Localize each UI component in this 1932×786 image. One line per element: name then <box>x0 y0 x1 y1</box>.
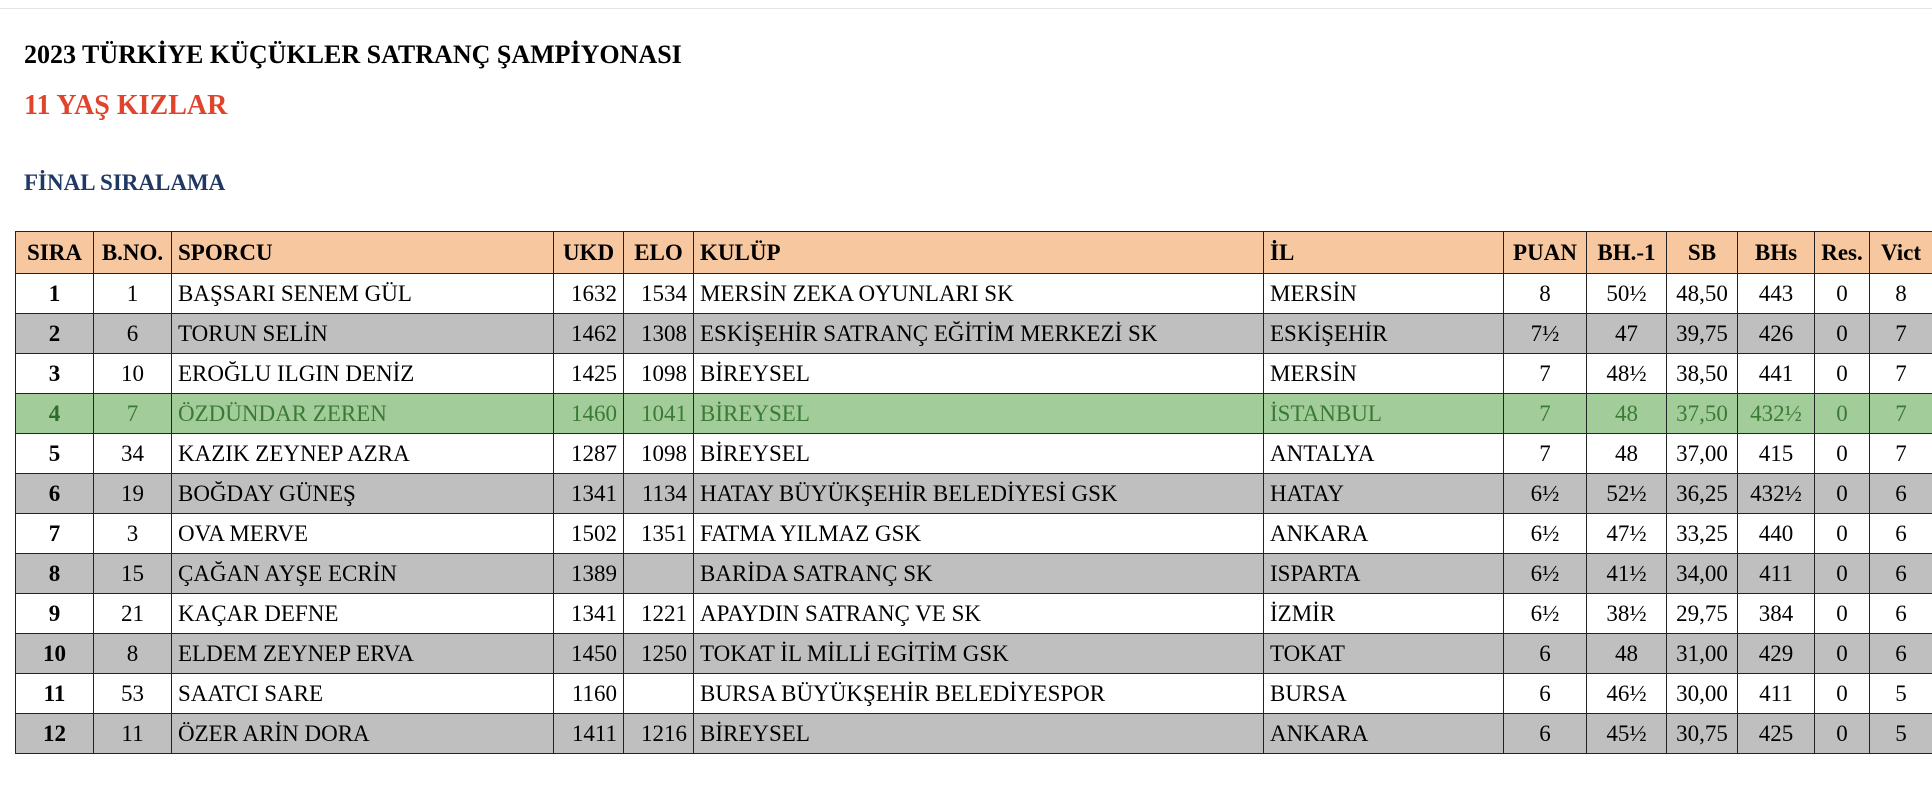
cell-rank: 10 <box>16 634 94 674</box>
cell-vict: 6 <box>1870 514 1932 554</box>
cell-bno: 7 <box>94 394 172 434</box>
cell-bh1: 48 <box>1587 634 1667 674</box>
cell-bh1: 52½ <box>1587 474 1667 514</box>
cell-points: 6½ <box>1504 594 1587 634</box>
cell-points: 6 <box>1504 674 1587 714</box>
cell-sb: 31,00 <box>1667 634 1738 674</box>
cell-rank: 5 <box>16 434 94 474</box>
cell-bno: 34 <box>94 434 172 474</box>
cell-bno: 3 <box>94 514 172 554</box>
cell-club: TOKAT İL MİLLİ EGİTİM GSK <box>694 634 1264 674</box>
cell-club: BİREYSEL <box>694 394 1264 434</box>
cell-elo: 1534 <box>624 274 694 314</box>
cell-ukd: 1632 <box>554 274 624 314</box>
header-kulup: KULÜP <box>694 232 1264 274</box>
cell-elo: 1351 <box>624 514 694 554</box>
cell-elo: 1098 <box>624 434 694 474</box>
cell-elo: 1216 <box>624 714 694 754</box>
cell-points: 7 <box>1504 434 1587 474</box>
cell-bhs: 440 <box>1738 514 1815 554</box>
cell-bno: 53 <box>94 674 172 714</box>
cell-city: İSTANBUL <box>1264 394 1504 434</box>
cell-points: 7 <box>1504 394 1587 434</box>
cell-bh1: 48 <box>1587 394 1667 434</box>
table-row <box>16 634 1932 674</box>
cell-ukd: 1425 <box>554 354 624 394</box>
cell-vict: 6 <box>1870 474 1932 514</box>
cell-bhs: 411 <box>1738 674 1815 714</box>
cell-sb: 38,50 <box>1667 354 1738 394</box>
cell-ukd: 1341 <box>554 594 624 634</box>
cell-sb: 30,75 <box>1667 714 1738 754</box>
cell-rank: 9 <box>16 594 94 634</box>
cell-ukd: 1460 <box>554 394 624 434</box>
cell-club: BARİDA SATRANÇ SK <box>694 554 1264 594</box>
cell-name: OVA MERVE <box>172 514 554 554</box>
cell-bh1: 48½ <box>1587 354 1667 394</box>
cell-bno: 6 <box>94 314 172 354</box>
cell-club: BİREYSEL <box>694 714 1264 754</box>
cell-bhs: 432½ <box>1738 394 1815 434</box>
cell-points: 7 <box>1504 354 1587 394</box>
cell-elo: 1221 <box>624 594 694 634</box>
cell-elo: 1308 <box>624 314 694 354</box>
cell-name: TORUN SELİN <box>172 314 554 354</box>
cell-ukd: 1160 <box>554 674 624 714</box>
cell-city: ESKİŞEHİR <box>1264 314 1504 354</box>
cell-elo: 1134 <box>624 474 694 514</box>
cell-bh1: 41½ <box>1587 554 1667 594</box>
cell-bh1: 47 <box>1587 314 1667 354</box>
cell-points: 7½ <box>1504 314 1587 354</box>
cell-sb: 30,00 <box>1667 674 1738 714</box>
cell-vict: 6 <box>1870 554 1932 594</box>
cell-club: ESKİŞEHİR SATRANÇ EĞİTİM MERKEZİ SK <box>694 314 1264 354</box>
cell-bh1: 45½ <box>1587 714 1667 754</box>
cell-club: BİREYSEL <box>694 434 1264 474</box>
cell-name: ELDEM ZEYNEP ERVA <box>172 634 554 674</box>
cell-ukd: 1287 <box>554 434 624 474</box>
standings-table <box>15 231 1932 754</box>
cell-city: HATAY <box>1264 474 1504 514</box>
header-sb: SB <box>1667 232 1738 274</box>
cell-sb: 33,25 <box>1667 514 1738 554</box>
cell-rank: 2 <box>16 314 94 354</box>
cell-elo: 1250 <box>624 634 694 674</box>
cell-bh1: 48 <box>1587 434 1667 474</box>
cell-sb: 37,50 <box>1667 394 1738 434</box>
cell-res: 0 <box>1815 674 1870 714</box>
table-row <box>16 514 1932 554</box>
table-row <box>16 274 1932 314</box>
cell-rank: 4 <box>16 394 94 434</box>
cell-bhs: 411 <box>1738 554 1815 594</box>
table-row <box>16 594 1932 634</box>
cell-rank: 3 <box>16 354 94 394</box>
cell-res: 0 <box>1815 474 1870 514</box>
cell-city: ANKARA <box>1264 714 1504 754</box>
table-row <box>16 354 1932 394</box>
cell-elo <box>624 674 694 714</box>
cell-bno: 15 <box>94 554 172 594</box>
header-res: Res. <box>1815 232 1870 274</box>
cell-name: BOĞDAY GÜNEŞ <box>172 474 554 514</box>
cell-city: MERSİN <box>1264 354 1504 394</box>
cell-points: 6 <box>1504 634 1587 674</box>
cell-bno: 8 <box>94 634 172 674</box>
cell-bhs: 429 <box>1738 634 1815 674</box>
cell-vict: 6 <box>1870 594 1932 634</box>
cell-club: HATAY BÜYÜKŞEHİR BELEDİYESİ GSK <box>694 474 1264 514</box>
cell-club: APAYDIN SATRANÇ VE SK <box>694 594 1264 634</box>
header-sira: SIRA <box>16 232 94 274</box>
header-il: İL <box>1264 232 1504 274</box>
header-bhs: BHs <box>1738 232 1815 274</box>
cell-points: 6½ <box>1504 514 1587 554</box>
category-title: 11 YAŞ KIZLAR <box>24 90 228 121</box>
header-bh1: BH.-1 <box>1587 232 1667 274</box>
cell-elo <box>624 554 694 594</box>
cell-points: 6½ <box>1504 554 1587 594</box>
cell-rank: 1 <box>16 274 94 314</box>
cell-elo: 1041 <box>624 394 694 434</box>
table-header-row <box>16 232 1932 274</box>
cell-bno: 1 <box>94 274 172 314</box>
table-row <box>16 554 1932 594</box>
cell-club: FATMA YILMAZ GSK <box>694 514 1264 554</box>
cell-bh1: 50½ <box>1587 274 1667 314</box>
table-row-highlighted <box>16 394 1932 434</box>
cell-vict: 7 <box>1870 314 1932 354</box>
cell-res: 0 <box>1815 714 1870 754</box>
cell-name: EROĞLU ILGIN DENİZ <box>172 354 554 394</box>
cell-bh1: 38½ <box>1587 594 1667 634</box>
cell-ukd: 1411 <box>554 714 624 754</box>
cell-rank: 8 <box>16 554 94 594</box>
cell-vict: 7 <box>1870 354 1932 394</box>
cell-ukd: 1462 <box>554 314 624 354</box>
cell-city: ANKARA <box>1264 514 1504 554</box>
cell-vict: 5 <box>1870 714 1932 754</box>
cell-res: 0 <box>1815 434 1870 474</box>
header-elo: ELO <box>624 232 694 274</box>
cell-ukd: 1389 <box>554 554 624 594</box>
cell-res: 0 <box>1815 314 1870 354</box>
top-divider <box>0 8 1932 9</box>
cell-res: 0 <box>1815 594 1870 634</box>
cell-city: İZMİR <box>1264 594 1504 634</box>
cell-name: BAŞSARI SENEM GÜL <box>172 274 554 314</box>
cell-res: 0 <box>1815 354 1870 394</box>
cell-rank: 7 <box>16 514 94 554</box>
cell-vict: 8 <box>1870 274 1932 314</box>
header-sporcu: SPORCU <box>172 232 554 274</box>
cell-res: 0 <box>1815 394 1870 434</box>
cell-bhs: 432½ <box>1738 474 1815 514</box>
cell-points: 6 <box>1504 714 1587 754</box>
document-title: 2023 TÜRKİYE KÜÇÜKLER SATRANÇ ŞAMPİYONASI <box>24 40 682 69</box>
table-row <box>16 474 1932 514</box>
cell-points: 6½ <box>1504 474 1587 514</box>
cell-bno: 10 <box>94 354 172 394</box>
cell-city: BURSA <box>1264 674 1504 714</box>
cell-res: 0 <box>1815 514 1870 554</box>
cell-bh1: 47½ <box>1587 514 1667 554</box>
cell-bhs: 441 <box>1738 354 1815 394</box>
cell-city: ISPARTA <box>1264 554 1504 594</box>
cell-bhs: 415 <box>1738 434 1815 474</box>
cell-bno: 11 <box>94 714 172 754</box>
table-row <box>16 714 1932 754</box>
cell-rank: 11 <box>16 674 94 714</box>
cell-bh1: 46½ <box>1587 674 1667 714</box>
cell-elo: 1098 <box>624 354 694 394</box>
cell-name: KAZIK ZEYNEP AZRA <box>172 434 554 474</box>
cell-ukd: 1341 <box>554 474 624 514</box>
cell-sb: 34,00 <box>1667 554 1738 594</box>
cell-bhs: 443 <box>1738 274 1815 314</box>
cell-sb: 37,00 <box>1667 434 1738 474</box>
header-bno: B.NO. <box>94 232 172 274</box>
cell-club: MERSİN ZEKA OYUNLARI SK <box>694 274 1264 314</box>
cell-rank: 12 <box>16 714 94 754</box>
cell-club: BURSA BÜYÜKŞEHİR BELEDİYESPOR <box>694 674 1264 714</box>
cell-bno: 21 <box>94 594 172 634</box>
cell-vict: 7 <box>1870 394 1932 434</box>
table-row <box>16 314 1932 354</box>
table-row <box>16 434 1932 474</box>
cell-ukd: 1450 <box>554 634 624 674</box>
header-vict: Vict <box>1870 232 1932 274</box>
cell-city: TOKAT <box>1264 634 1504 674</box>
cell-rank: 6 <box>16 474 94 514</box>
cell-vict: 5 <box>1870 674 1932 714</box>
cell-sb: 29,75 <box>1667 594 1738 634</box>
cell-res: 0 <box>1815 274 1870 314</box>
cell-bhs: 425 <box>1738 714 1815 754</box>
cell-ukd: 1502 <box>554 514 624 554</box>
header-puan: PUAN <box>1504 232 1587 274</box>
cell-sb: 48,50 <box>1667 274 1738 314</box>
header-ukd: UKD <box>554 232 624 274</box>
cell-name: ÖZDÜNDAR ZEREN <box>172 394 554 434</box>
cell-res: 0 <box>1815 554 1870 594</box>
section-title: FİNAL SIRALAMA <box>24 170 226 195</box>
cell-bno: 19 <box>94 474 172 514</box>
cell-city: MERSİN <box>1264 274 1504 314</box>
cell-vict: 7 <box>1870 434 1932 474</box>
cell-club: BİREYSEL <box>694 354 1264 394</box>
cell-res: 0 <box>1815 634 1870 674</box>
cell-name: KAÇAR DEFNE <box>172 594 554 634</box>
cell-name: ÇAĞAN AYŞE ECRİN <box>172 554 554 594</box>
cell-sb: 36,25 <box>1667 474 1738 514</box>
cell-bhs: 426 <box>1738 314 1815 354</box>
cell-bhs: 384 <box>1738 594 1815 634</box>
cell-sb: 39,75 <box>1667 314 1738 354</box>
table-row <box>16 674 1932 714</box>
cell-city: ANTALYA <box>1264 434 1504 474</box>
cell-points: 8 <box>1504 274 1587 314</box>
cell-vict: 6 <box>1870 634 1932 674</box>
cell-name: SAATCI SARE <box>172 674 554 714</box>
cell-name: ÖZER ARİN DORA <box>172 714 554 754</box>
